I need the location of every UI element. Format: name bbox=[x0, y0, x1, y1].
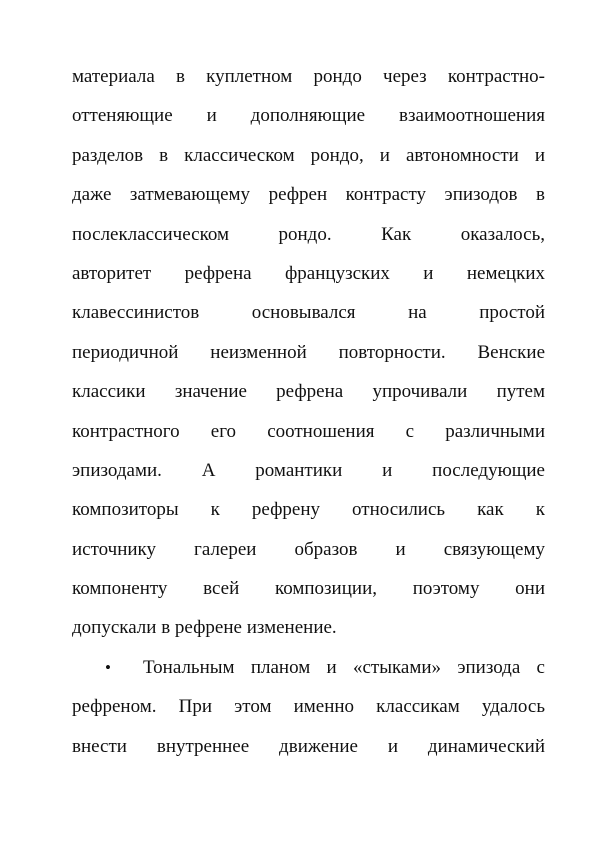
bullet-icon: • bbox=[105, 657, 111, 677]
text-line: контрастного его соотношения с различными bbox=[72, 420, 545, 442]
text-line: внести внутреннее движение и динамический bbox=[72, 735, 545, 757]
text-line: компоненту всей композиции, поэтому они bbox=[72, 578, 545, 600]
text-line: оттеняющие и дополняющие взаимоотношения bbox=[72, 105, 545, 127]
text-line: разделов в классическом рондо, и автономности и bbox=[72, 144, 545, 166]
text-line: источнику галереи образов и связующему bbox=[72, 538, 545, 560]
text-line: послеклассическом рондо. Как оказалось, bbox=[72, 223, 545, 245]
bullet-item bbox=[72, 648, 545, 687]
body-text bbox=[72, 57, 545, 766]
bullet-text: Тональным планом и «стыками» эпизода с bbox=[143, 656, 545, 678]
text-line: материала в куплетном рондо через контрастно- bbox=[72, 66, 545, 87]
text-line: даже затмевающему рефрен контрасту эпизодов в bbox=[72, 184, 545, 206]
text-line: рефреном. При этом именно классикам удалось bbox=[72, 696, 545, 718]
text-line: композиторы к рефрену относились как к bbox=[72, 499, 545, 521]
text-line: классики значение рефрена упрочивали путем bbox=[72, 381, 545, 403]
text-line: периодичной неизменной повторности. Венские bbox=[72, 341, 545, 363]
text-line: авторитет рефрена французских и немецких bbox=[72, 262, 545, 284]
text-line: эпизодами. А романтики и последующие bbox=[72, 459, 545, 481]
text-line: допускали в рефрене изменение. bbox=[72, 617, 337, 639]
text-line: клавессинистов основывался на простой bbox=[72, 302, 545, 324]
